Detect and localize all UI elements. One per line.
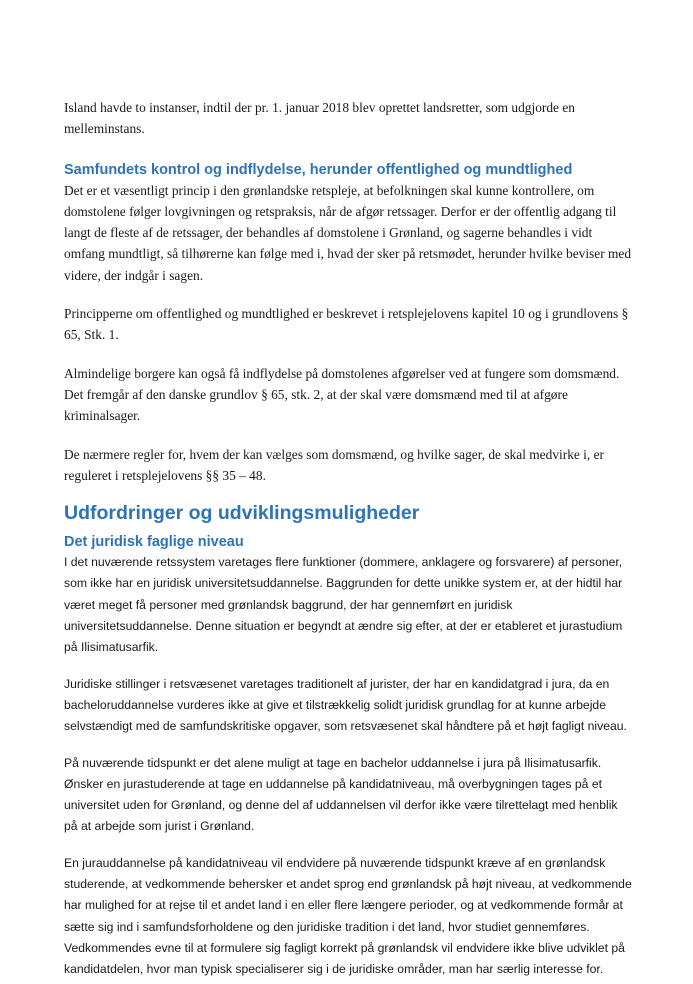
paragraph-current-system: I det nuværende retssystem varetages flere funktioner (dommere, anklagere og forsvarere) af personer, som ikke har en juridisk universitetsuddannelse. Baggrunden for dette unikke system er, at der hidtil har været meget få personer med grønlandsk baggrund, der har gennemført en juridisk universitetsuddannelse. Denne situation er begyndt at ændre sig efter, at der er etableret et jurastudium på Ilisimatusarfik. (64, 555, 623, 655)
paragraph-legal-positions: Juridiske stillinger i retsvæsenet varetages traditionelt af jurister, der har en kandidatgrad i jura, da en bacheloruddannelse vurderes ikke at give et tilstrækkelig solidt juridisk grundlag for at kunne arbejde selvstændigt med de samfundskritiske opgaver, som retsvæsenet skal håndtere på et højt fagligt niveau. (64, 676, 627, 734)
paragraph-rules: De nærmere regler for, hvem der kan vælges som domsmænd, og hvilke sager, de skal medvirke i, er reguleret i retsplejelovens §§ 35 – 48. (64, 446, 604, 483)
paragraph-bachelor: På nuværende tidspunkt er det alene muligt at tage en bachelor uddannelse i jura på Ilisimatusarfik. Ønsker en jurastuderende at tage en uddannelse på kandidatniveau, må overbygningen tages på et universitet uden for Grønland, og denne del af uddannelsen vil derfor ikke være tilrettelagt med henblik på at arbejde som jurist i Grønland. (64, 755, 618, 834)
section-heading-legal-level: Det juridisk faglige niveau (64, 534, 244, 551)
page-content (64, 97, 634, 981)
chapter-heading: Udfordringer og udviklingsmuligheder (64, 502, 420, 525)
intro-paragraph: Island havde to instanser, indtil der pr. 1. januar 2018 blev oprettet landsretter, som udgjorde en melleminstans. (64, 100, 575, 137)
section-heading-control: Samfundets kontrol og indflydelse, herunder offentlighed og mundtlighed (64, 161, 573, 178)
paragraph-lay-judges: Almindelige borgere kan også få indflydelse på domstolenes afgørelser ved at fungere som domsmænd. Det fremgår af den danske grundlov § 65, stk. 2, at der skal være domsmænd med til at afgøre kriminalsager. (64, 365, 620, 424)
paragraph-principles: Principperne om offentlighed og mundtlighed er beskrevet i retsplejelovens kapitel 10 og i grundlovens § 65, Stk. 1. (64, 306, 629, 343)
paragraph-master: En jurauddannelse på kandidatniveau vil endvidere på nuværende tidspunkt kræve af en grønlandsk studerende, at vedkommende behersker et andet sprog end grønlandsk på højt niveau, at vedkommende har mulighed for at rejse til et andet land i en eller flere længere perioder, og at vedkommende formår at sætte sig ind i samfundsforholdene og den juridiske tradition i det land, hvor studiet gennemføres. Vedkommendes evne til at formulere sig fagligt korrekt på grønlandsk vil endvidere ikke blive udviklet på kandidatdelen, hvor man typisk specialiserer sig i de juridiske områder, man har særlig interesse for. (64, 855, 632, 977)
paragraph-principle: Det er et væsentligt princip i den grønlandske retspleje, at befolkningen skal kunne kontrollere, om domstolene følger lovgivningen og retspraksis, når de afgør retssager. Derfor er der offentlig adgang til langt de fleste af de retssager, der behandles af domstolene i Grønland, og sagerne behandles i vidt omfang mundtligt, så tilhørerne kan følge med i, hvad der sker på retsmødet, herunder hvilke beviser med videre, der indgår i sagen. (64, 182, 632, 283)
